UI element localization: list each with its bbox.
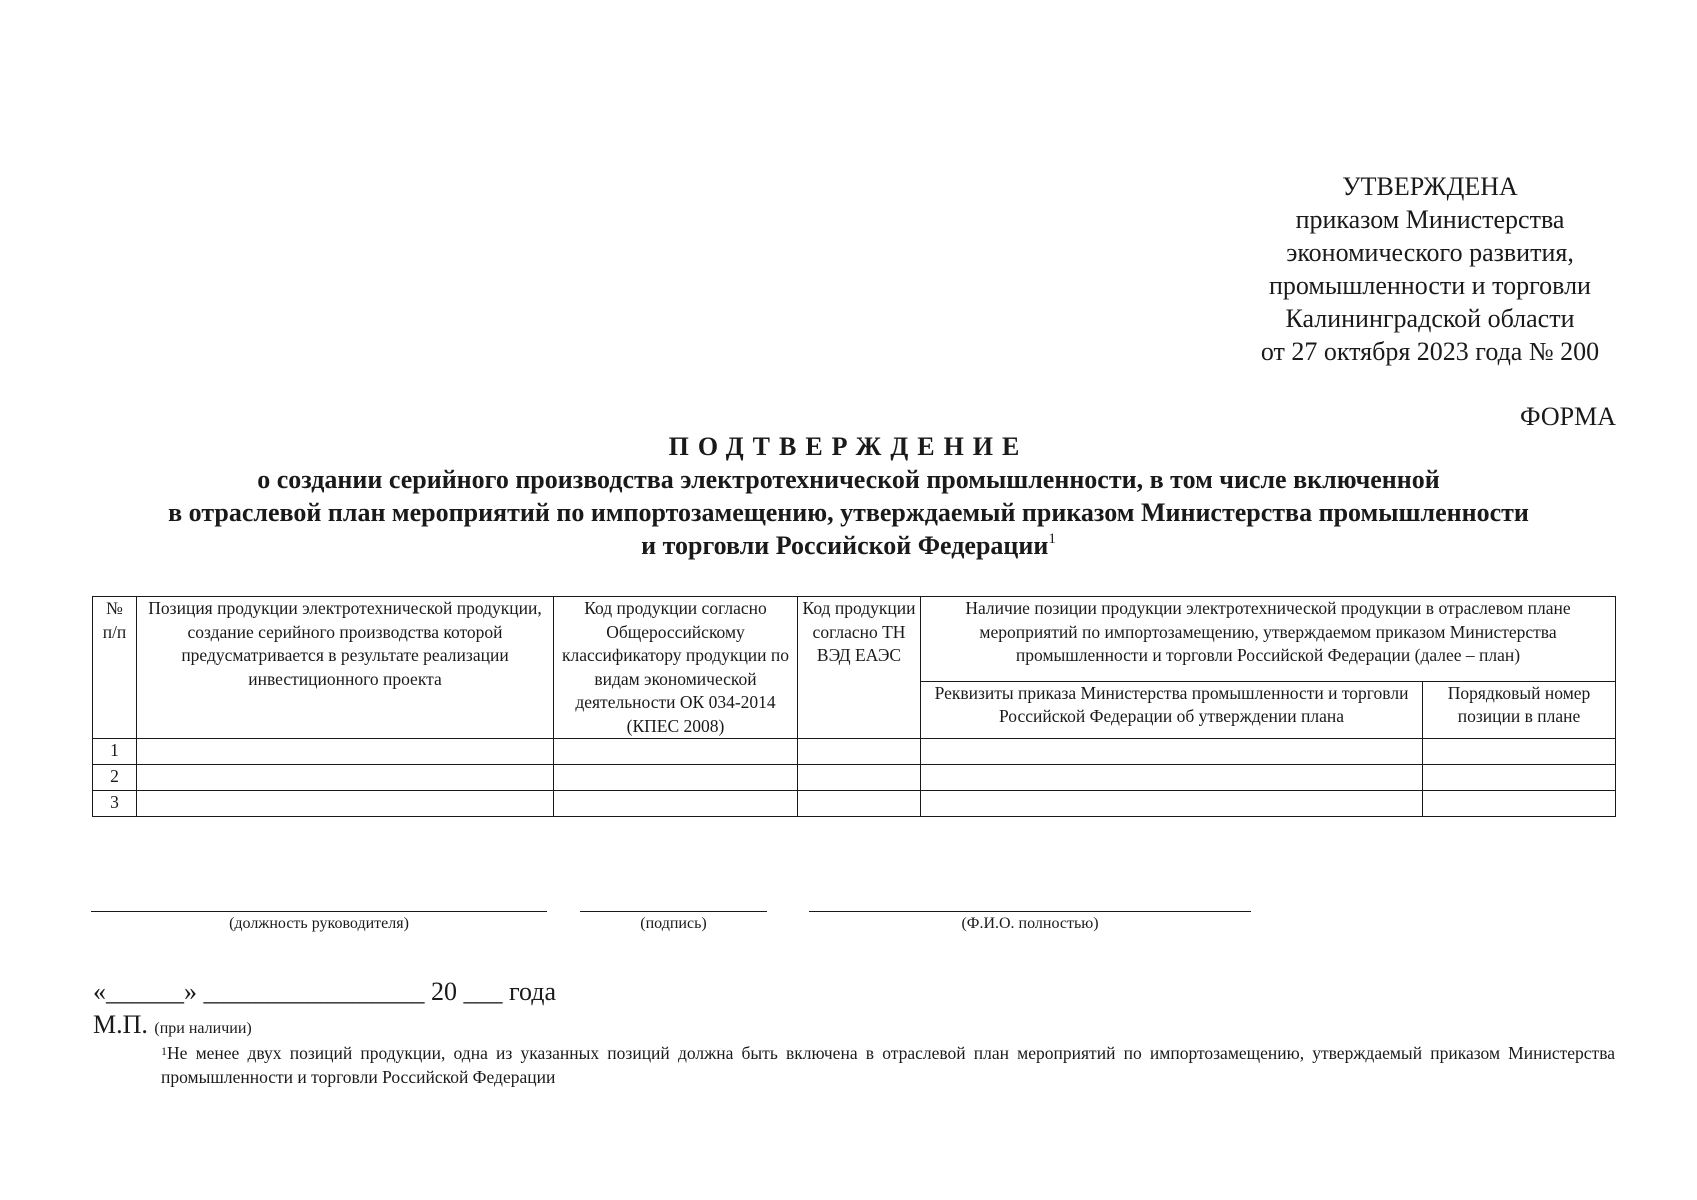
approval-line: от 27 октября 2023 года № 200 [1260,337,1600,366]
approval-block [1180,170,1680,368]
stamp-block [93,1010,252,1040]
footnote-body [95,1041,1615,1089]
row-number: 2 [93,765,137,791]
row-number: 1 [93,739,137,765]
cell-okpd[interactable] [554,765,798,791]
position-signature-line[interactable] [91,911,547,912]
approval-line: Калининградской области [1285,304,1575,333]
table-row [93,739,1616,765]
cell-okpd[interactable] [554,791,798,817]
cell-plan-requisites[interactable] [921,765,1423,791]
document-title [0,430,1697,562]
title-footnote-mark: 1 [1048,531,1056,547]
signature-line[interactable] [580,911,767,912]
footnote [95,1041,1615,1089]
cell-plan-requisites[interactable] [921,739,1423,765]
approval-line: экономического развития, [1286,238,1574,267]
name-caption: (Ф.И.О. полностью) [961,915,1099,932]
header-plan-requisites: Реквизиты приказа Министерства промышленности и торговли Российской Федерации об утверждении плана [921,681,1423,738]
title-line: в отраслевой план мероприятий по импортозамещению, утверждаемый приказом Министерства промышленности [168,498,1529,527]
header-plan-number: Порядковый номер позиции в плане [1423,681,1616,738]
cell-tnved[interactable] [798,791,921,817]
title-heading: ПОДТВЕРЖДЕНИЕ [668,432,1029,461]
cell-position[interactable] [137,739,554,765]
date-line[interactable]: «______» _________________ 20 ___ года [93,977,557,1006]
footnote-mark: 1 [161,1044,167,1058]
signature-caption: (подпись) [640,915,707,932]
header-position: Позиция продукции электротехнической продукции, создание серийного производства которой предусматривается в результате реализации инвестиционного проекта [137,597,554,739]
row-number: 3 [93,791,137,817]
cell-position[interactable] [137,765,554,791]
cell-plan-requisites[interactable] [921,791,1423,817]
name-signature-line[interactable] [809,911,1251,912]
approval-line: УТВЕРЖДЕНА [1342,172,1518,201]
approval-line: промышленности и торговли [1269,271,1591,300]
stamp-note: (при наличии) [154,1020,252,1037]
cell-okpd[interactable] [554,739,798,765]
form-label: ФОРМА [1520,402,1616,431]
header-num: № п/п [93,597,137,739]
cell-plan-number[interactable] [1423,739,1616,765]
stamp-label: М.П. [93,1010,148,1039]
footnote-text: Не менее двух позиций продукции, одна из указанных позиций должна быть включена в отраслевой план мероприятий по импортозамещению, утверждаемый приказом Министерства промышленности и торговли Российской Федерации [161,1043,1615,1087]
approval-line: приказом Министерства [1295,205,1565,234]
cell-position[interactable] [137,791,554,817]
header-plan-group: Наличие позиции продукции электротехнической продукции в отраслевом плане мероприятий по импортозамещению, утверждаемом приказом Министерства промышленности и торговли Российской Федерации (далее – план) [921,597,1616,682]
cell-tnved[interactable] [798,739,921,765]
cell-tnved[interactable] [798,765,921,791]
table-row [93,765,1616,791]
title-line-last [0,529,1697,562]
cell-plan-number[interactable] [1423,791,1616,817]
header-tnved: Код продукции согласно ТН ВЭД ЕАЭС [798,597,921,739]
table-row [93,791,1616,817]
cell-plan-number[interactable] [1423,765,1616,791]
title-line-text: и торговли Российской Федерации [641,531,1049,560]
title-line: о создании серийного производства электротехнической промышленности, в том числе включенной [257,465,1440,494]
position-caption: (должность руководителя) [229,915,409,932]
header-okpd: Код продукции согласно Общероссийскому классификатору продукции по видам экономической деятельности ОК 034-2014 (КПЕС 2008) [554,597,798,739]
products-table [92,596,1616,817]
